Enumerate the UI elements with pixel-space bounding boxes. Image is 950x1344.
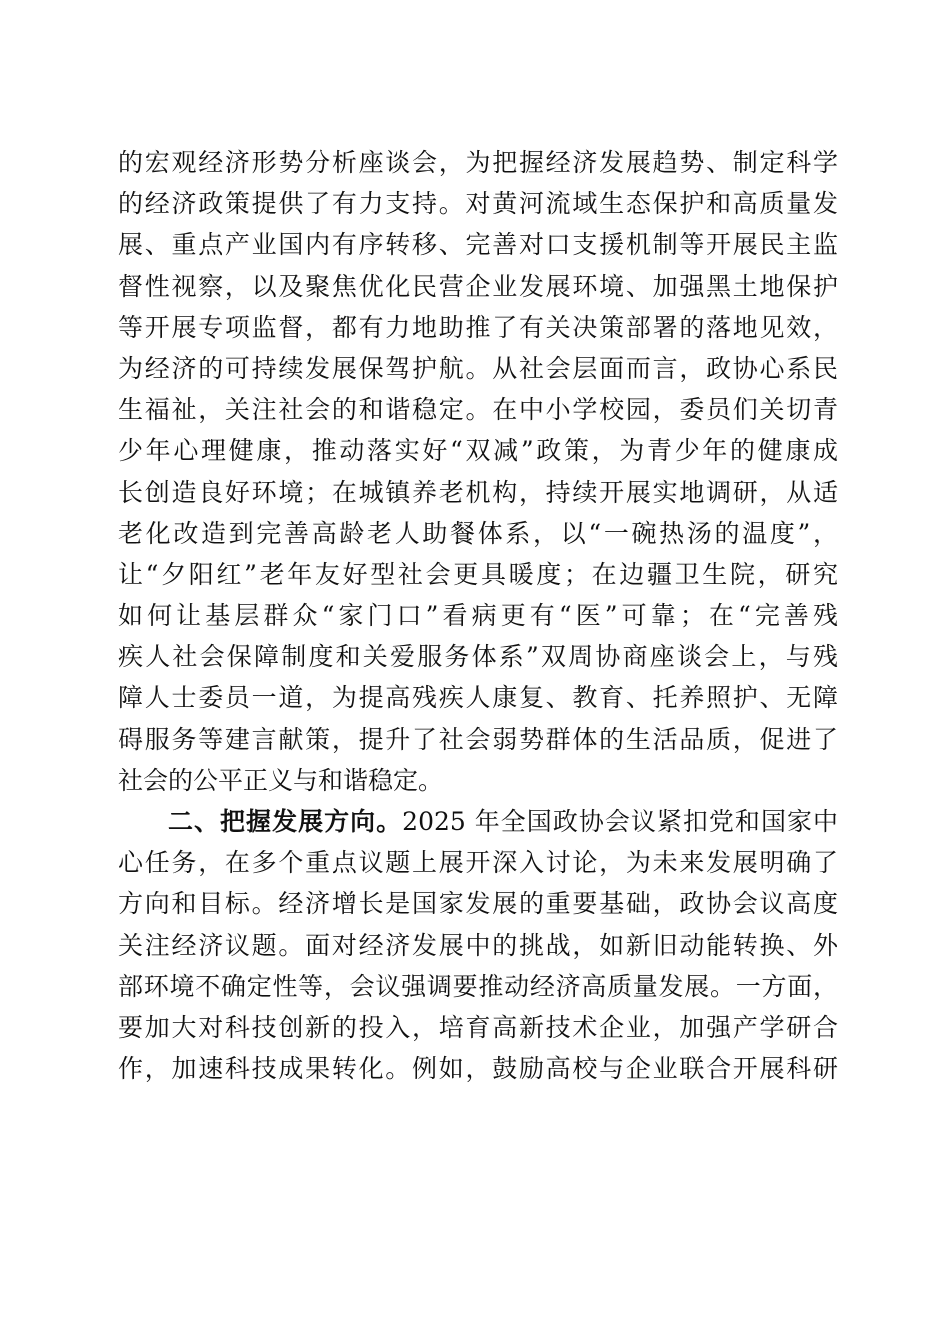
text-line: 少年心理健康，推动落实好“双减”政策，为青少年的健康成 [118, 436, 838, 466]
text-line: 展、重点产业国内有序转移、完善对口支援机制等开展民主监 [118, 230, 838, 260]
paragraph-social-economy [118, 142, 838, 801]
text-line: 长创造良好环境；在城镇养老机构，持续开展实地调研，从适 [118, 477, 838, 507]
text-line: 方向和目标。经济增长是国家发展的重要基础，政协会议高度 [118, 889, 838, 919]
text-line: 等开展专项监督，都有力地助推了有关决策部署的落地见效， [118, 312, 838, 342]
heading-line-text: 2025 年全国政协会议紧扣党和国家中 [402, 807, 838, 836]
text-line: 老化改造到完善高龄老人助餐体系，以“一碗热汤的温度”， [118, 518, 838, 548]
text-line: 障人士委员一道，为提高残疾人康复、教育、托养照护、无障 [118, 683, 838, 713]
paragraph-development-direction [118, 801, 838, 1089]
text-line: 生福祉，关注社会的和谐稳定。在中小学校园，委员们关切青 [118, 395, 838, 425]
text-line: 的经济政策提供了有力支持。对黄河流域生态保护和高质量发 [118, 189, 838, 219]
text-line: 如何让基层群众“家门口”看病更有“医”可靠；在“完善残 [118, 601, 838, 631]
text-line: 的宏观经济形势分析座谈会，为把握经济发展趋势、制定科学 [118, 148, 838, 177]
text-line: 碍服务等建言献策，提升了社会弱势群体的生活品质，促进了 [118, 724, 838, 754]
text-line: 作，加速科技成果转化。例如，鼓励高校与企业联合开展科研 [118, 1054, 838, 1084]
text-line: 为经济的可持续发展保驾护航。从社会层面而言，政协心系民 [118, 353, 838, 383]
section-heading: 二、把握发展方向。 [168, 807, 403, 836]
text-line: 社会的公平正义与和谐稳定。 [118, 765, 444, 795]
text-line: 关注经济议题。面对经济发展中的挑战，如新旧动能转换、外 [118, 930, 838, 960]
text-line: 疾人社会保障制度和关爱服务体系”双周协商座谈会上，与残 [118, 642, 838, 672]
text-line [118, 801, 838, 842]
text-line: 要加大对科技创新的投入，培育高新技术企业，加强产学研合 [118, 1012, 838, 1042]
text-line: 督性视察，以及聚焦优化民营企业发展环境、加强黑土地保护 [118, 271, 838, 301]
document-body [118, 142, 838, 1089]
text-line: 让“夕阳红”老年友好型社会更具暖度；在边疆卫生院，研究 [118, 559, 838, 589]
text-line: 心任务，在多个重点议题上展开深入讨论，为未来发展明确了 [118, 848, 838, 878]
text-line: 部环境不确定性等，会议强调要推动经济高质量发展。一方面， [118, 971, 838, 1001]
